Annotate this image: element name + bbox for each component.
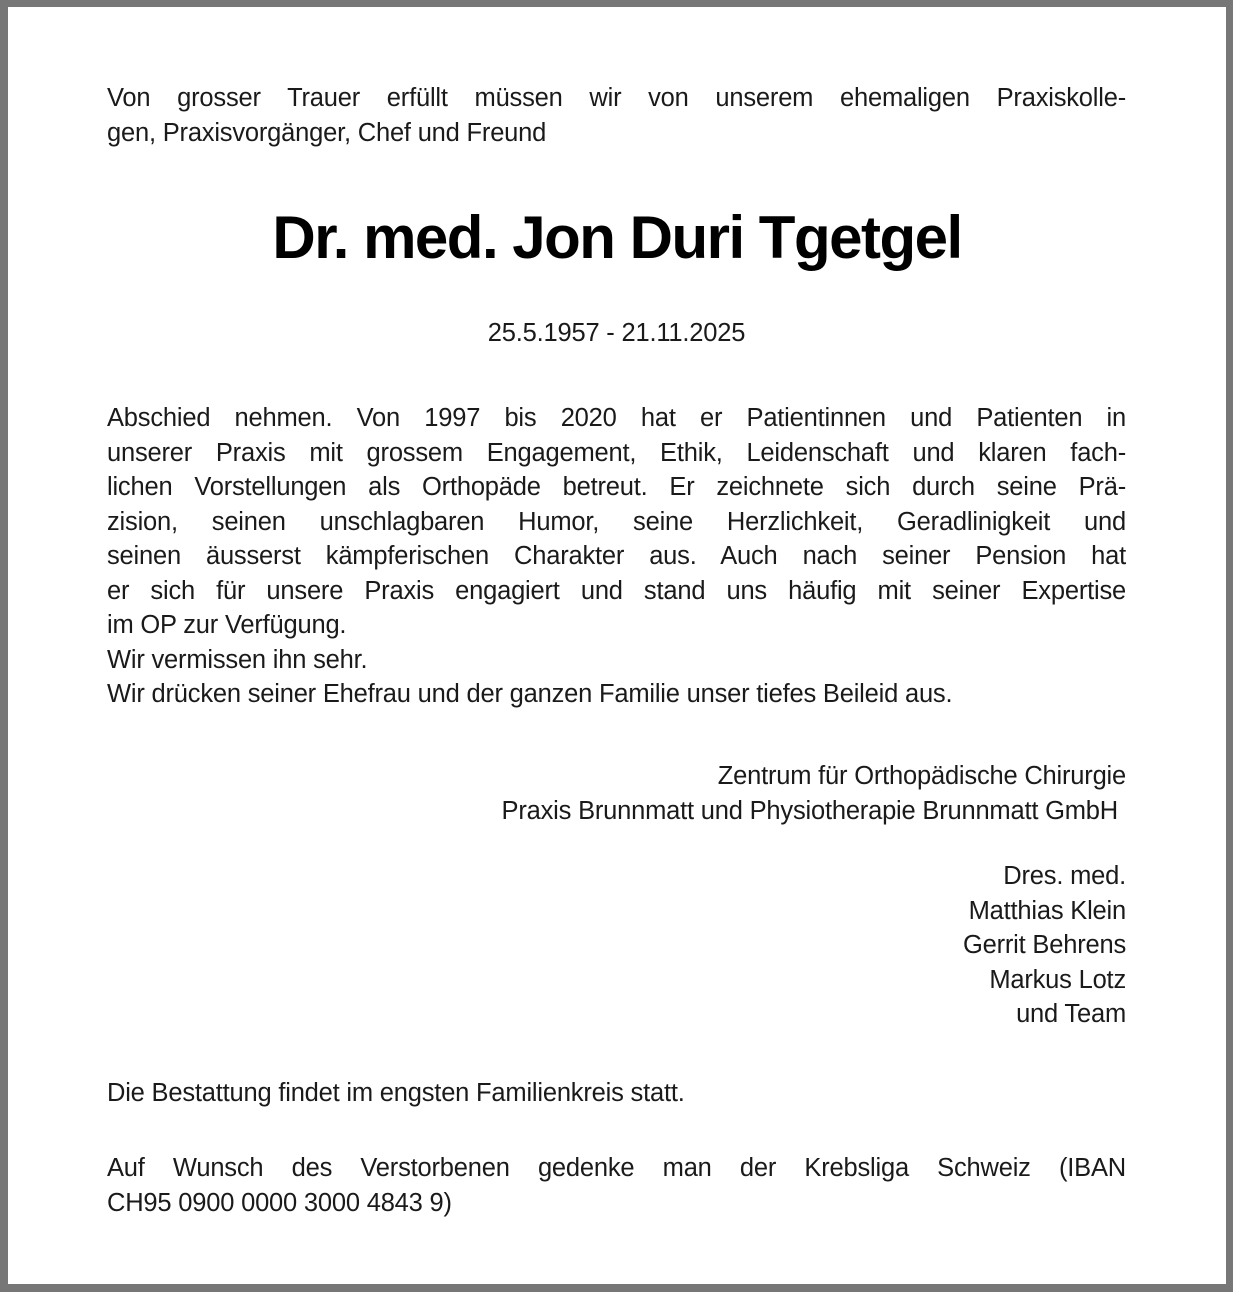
signer: Gerrit Behrens	[962, 931, 1126, 959]
signers	[107, 859, 1126, 1032]
signer: Matthias Klein	[968, 896, 1126, 925]
body-line: Wir vermissen ihn sehr.	[107, 645, 368, 674]
body-line: seinen äusserst kämpferischen Charakter aus. Auch nach seiner Pension hat	[107, 542, 1126, 570]
donation-line: CH95 0900 0000 3000 4843 9)	[107, 1188, 452, 1217]
donation-line: Auf Wunsch des Verstorbenen gedenke man der Krebsliga Schweiz (IBAN	[107, 1154, 1126, 1182]
intro-line: Von grosser Trauer erfüllt müssen wir von unserem ehemaligen Praxiskolle-	[107, 84, 1126, 112]
intro-line: gen, Praxisvorgänger, Chef und Freund	[107, 118, 547, 147]
obituary-page	[8, 7, 1226, 1284]
body-line: Wir drücken seiner Ehefrau und der ganzen Familie unser tiefes Beileid aus.	[107, 680, 953, 708]
signer: Markus Lotz	[989, 965, 1126, 994]
org-line: Zentrum für Orthopädische Chirurgie	[717, 762, 1126, 790]
signer: und Team	[1016, 1000, 1126, 1028]
donation-note	[107, 1151, 1126, 1220]
deceased-name: Dr. med. Jon Duri Tgetgel	[272, 204, 962, 271]
intro-text	[107, 81, 1126, 150]
body-line: zision, seinen unschlagbaren Humor, seine Herzlichkeit, Geradlinigkeit und	[107, 507, 1126, 536]
body-line: im OP zur Verfügung.	[107, 611, 347, 639]
body-text	[107, 401, 1126, 712]
body-line: er sich für unsere Praxis engagiert und stand uns häufig mit seiner Expertise	[107, 576, 1126, 605]
life-dates: 25.5.1957 - 21.11.2025	[487, 319, 746, 347]
body-line: Abschied nehmen. Von 1997 bis 2020 hat er Patientinnen und Patienten in	[107, 404, 1126, 432]
org-line: Praxis Brunnmatt und Physiotherapie Brunnmatt GmbH	[501, 796, 1118, 825]
burial-note: Die Bestattung findet im engsten Familienkreis statt.	[107, 1079, 685, 1107]
body-line: unserer Praxis mit grossem Engagement, Ethik, Leidenschaft und klaren fach-	[107, 438, 1126, 467]
body-line: lichen Vorstellungen als Orthopäde betreut. Er zeichnete sich durch seine Prä-	[107, 473, 1126, 501]
organization	[107, 759, 1126, 828]
signer: Dres. med.	[1003, 862, 1126, 890]
